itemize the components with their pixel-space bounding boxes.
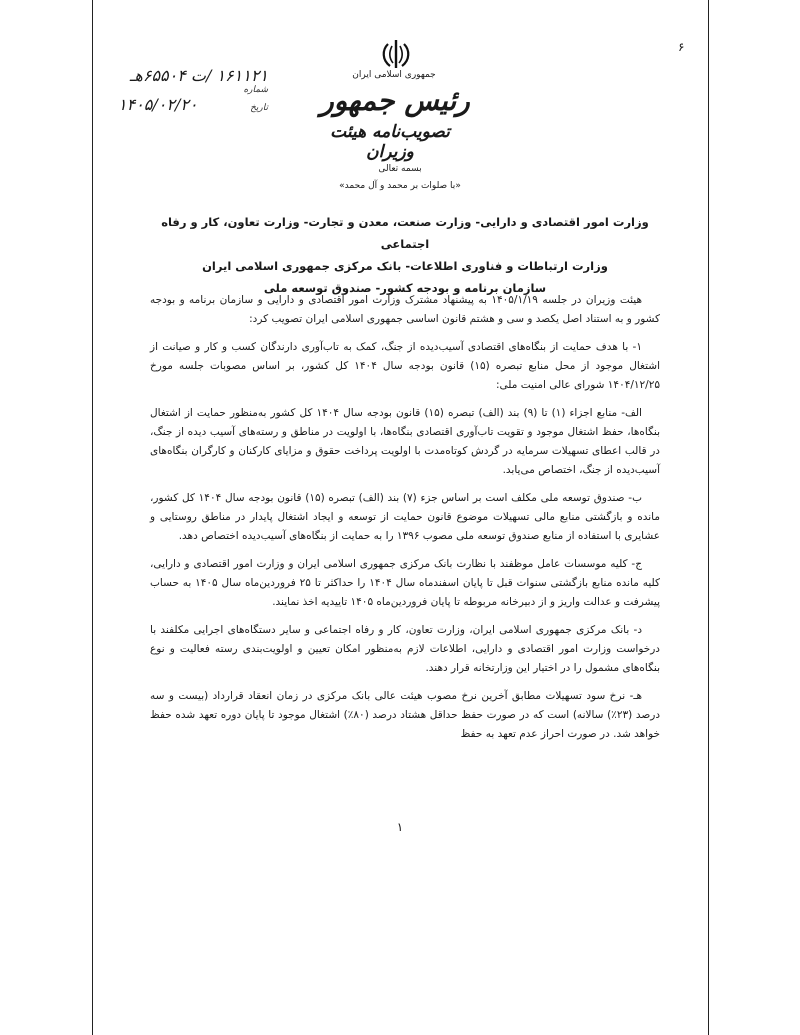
invocation: بسمه تعالی: [378, 164, 422, 174]
approval-title: تصویب‌نامه هیئت وزیران: [330, 122, 450, 162]
country-name: جمهوری اسلامی ایران: [352, 70, 436, 80]
recipient-line: وزارت امور اقتصادی و دارایی- وزارت صنعت، معدن و تجارت- وزارت تعاون، کار و رفاه اجتماعی: [161, 215, 649, 251]
paragraph: هـ- نرخ سود تسهیلات مطابق آخرین نرخ مصوب هیئت عالی بانک مرکزی در زمان انعقاد قرارداد (بیست و سه درصد (۲۳٪) سالانه) است که در صورت حفظ حداقل هشتاد درصد (۸۰٪) اشتغال موجود تا پایان دوره تعهد شده حفظ خواهد شد. در صورت احراز عدم تعهد به حفظ: [150, 690, 660, 740]
recipient-line: سازمان برنامه و بودجه کشور- صندوق توسعه ملی: [263, 281, 547, 295]
page-number: ۱: [396, 820, 404, 834]
recipients: [150, 211, 660, 299]
right-border: [708, 0, 709, 1035]
paragraph: هیئت وزیران در جلسه ۱۴۰۵/۱/۱۹ به پیشنهاد مشترک وزارت امور اقتصادی و دارایی و سازمان برنامه و بودجه کشور و به استناد اصل یکصد و سی و هشتم قانون اساسی جمهوری اسلامی ایران تصویب کرد:: [150, 294, 660, 325]
iran-emblem-icon: [376, 38, 416, 72]
paragraph: د- بانک مرکزی جمهوری اسلامی ایران، وزارت تعاون، کار و رفاه اجتماعی و سایر دستگاه‌های اجرایی مکلفند با درخواست وزارت امور اقتصادی و دارایی، اطلاعات لازم به‌منظور امکان تعیین و اولویت‌بندی رسته فعالیت و نوع بنگاه‌های مشمول را در اختیار این وزارتخانه قرار دهند.: [150, 624, 660, 674]
paragraph: ج- کلیه موسسات عامل موظفند با نظارت بانک مرکزی جمهوری اسلامی ایران و وزارت امور اقتصادی و دارایی، کلیه مانده منابع بازگشتی سنوات قبل تا پایان اسفندماه سال ۱۴۰۴ را حداکثر تا ۲۵ فروردین‌ماه سال ۱۴۰۵ به حساب پیشرفت و عدالت واریز و از دبیرخانه مربوطه تا پایان فروردین‌ماه ۱۴۰۵ تاییدیه اخذ نمایند.: [150, 558, 661, 608]
letter-number: ۱۶۱۱۲۱ /ت ۶۵۵۰۴هـ: [129, 66, 268, 85]
letter-date: ۱۴۰۵/۰۲/۲۰: [118, 95, 198, 114]
date-label: تاریخ: [250, 103, 268, 113]
paragraph: ۱- با هدف حمایت از بنگاه‌های اقتصادی آسیب‌دیده از جنگ، کمک به تاب‌آوری دارندگان کسب و کار و صیانت از اشتغال موجود از محل منابع تبصره (۱۵) قانون بودجه سال ۱۴۰۴ کل کشور، بر اساس مصوبات جلسه مورخ ۱۴۰۴/۱۲/۲۵ شورای عالی امنیت ملی:: [150, 341, 660, 391]
decree-body: [150, 291, 660, 753]
salawat: «با صلوات بر محمد و آل محمد»: [339, 181, 461, 191]
recipient-line: وزارت ارتباطات و فناوری اطلاعات- بانک مرکزی جمهوری اسلامی ایران: [202, 259, 608, 273]
letter-meta: [118, 66, 268, 114]
paragraph: الف- منابع اجزاء (۱) تا (۹) بند (الف) تبصره (۱۵) قانون بودجه سال ۱۴۰۴ کل کشور به‌منظور حمایت از اشتغال بنگاه‌ها، حفظ اشتغال موجود و تقویت تاب‌آوری اقتصادی بنگاه‌ها، با اولویت در مناطق و رسته‌های آسیب دیده از جنگ، در قالب اعطای تسهیلات سرمایه در گردش کوتاه‌مدت با اولویت پرداخت حقوق و مزایای کارکنان و کارگران بنگاه‌های آسیب‌دیده از جنگ، اختصاص می‌یابد.: [150, 407, 660, 476]
left-border: [92, 0, 93, 1035]
number-label: شماره: [243, 85, 268, 95]
corner-mark: ۶: [678, 40, 685, 54]
office-title: رئیس جمهور: [320, 84, 470, 117]
paragraph: ب- صندوق توسعه ملی مکلف است بر اساس جزء (۷) بند (الف) تبصره (۱۵) قانون بودجه سال ۱۴۰۴ کل کشور، مانده و بازگشتی منابع مالی تسهیلات موضوع قانون حمایت از توسعه و ایجاد اشتغال پایدار در مناطق روستایی و عشایری با استفاده از منابع صندوق توسعه ملی مصوب ۱۳۹۶ را به حمایت از بنگاه‌های آسیب‌دیده اختصاص دهد.: [150, 492, 660, 542]
